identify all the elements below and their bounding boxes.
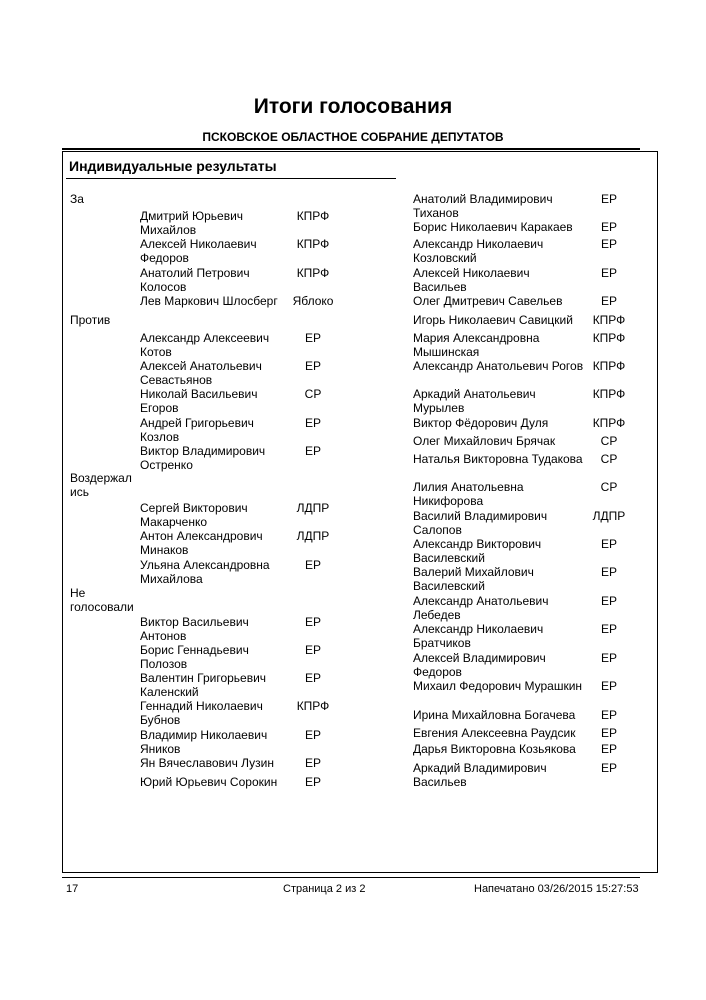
party-label: ЕР [304,643,321,657]
party-label: ЕР [304,416,321,430]
category-for: За [70,192,84,206]
party-label: ЕР [600,761,617,775]
party-label: ЕР [600,708,617,722]
deputy-name: Александр Николаевич Козловский [413,237,544,265]
party-label: СР [600,480,618,494]
footer-number: 17 [66,883,79,895]
party-label: ЕР [304,331,321,345]
party-label: СР [600,452,618,466]
deputy-name: Олег Дмитревич Савельев [413,294,563,308]
deputy-name: Евгения Алексеевна Раудсик [413,726,576,740]
party-label: КПРФ [296,237,330,251]
party-label: ЕР [600,726,617,740]
deputy-name: Михаил Федорович Мурашкин [413,679,583,693]
deputy-name: Алексей Николаевич Федоров [140,237,257,265]
party-label: Яблоко [292,294,334,308]
party-label: СР [304,387,322,401]
deputy-name: Аркадий Анатольевич Мурылев [413,387,536,415]
party-label: КПРФ [592,313,626,327]
deputy-name: Александр Анатольевич Рогов [413,359,584,373]
deputy-name: Виктор Васильевич Антонов [140,615,249,643]
party-label: ЕР [304,775,321,789]
party-label: ЕР [600,192,617,206]
deputy-name: Алексей Владимирович Федоров [413,651,546,679]
footer-divider [62,877,640,878]
party-label: ЕР [304,444,321,458]
deputy-name: Александр Николаевич Братчиков [413,622,544,650]
print-timestamp: Напечатано 03/26/2015 15:27:53 [474,883,639,895]
deputy-name: Сергей Викторович Макарченко [140,501,248,529]
party-label: ЕР [600,679,617,693]
party-label: СР [600,434,618,448]
category-against: Против [70,313,111,327]
deputy-name: Геннадий Николаевич Бубнов [140,699,263,727]
deputy-name: Дмитрий Юрьевич Михайлов [140,209,244,237]
deputy-name: Борис Николаевич Каракаев [413,220,573,234]
deputy-name: Лев Маркович Шлосберг [140,294,278,308]
party-label: КПРФ [296,266,330,280]
page-title: Итоги голосования [253,95,453,118]
deputy-name: Ульяна Александровна Михайлова [140,558,270,586]
deputy-name: Олег Михайлович Брячак [413,434,556,448]
party-label: ЕР [600,594,617,608]
section-title: Индивидуальные результаты [69,158,277,174]
party-label: ЕР [600,237,617,251]
party-label: ЛДПР [296,529,330,543]
deputy-name: Александр Викторович Василевский [413,537,542,565]
party-label: ЕР [600,266,617,280]
deputy-name: Игорь Николаевич Савицкий [413,313,573,327]
category-abstained: Воздержались [70,471,132,499]
deputy-name: Борис Геннадьевич Полозов [140,643,249,671]
deputy-name: Аркадий Владимирович Васильев [413,761,547,789]
party-label: ЕР [600,622,617,636]
deputy-name: Андрей Григорьевич Козлов [140,416,254,444]
party-label: ЕР [304,558,321,572]
category-not-voted: Не голосовали [70,586,134,614]
header-divider [62,148,640,150]
party-label: ЕР [304,615,321,629]
deputy-name: Василий Владимирович Салопов [413,509,548,537]
deputy-name: Алексей Анатольевич Севастьянов [140,359,262,387]
deputy-name: Ян Вячеславович Лузин [140,756,275,770]
party-label: КПРФ [592,359,626,373]
deputy-name: Алексей Николаевич Васильев [413,266,530,294]
deputy-name: Валентин Григорьевич Каленский [140,671,267,699]
party-label: ЕР [304,756,321,770]
deputy-name: Александр Алексеевич Котов [140,331,270,359]
party-label: ЕР [600,537,617,551]
party-label: КПРФ [592,387,626,401]
party-label: КПРФ [296,209,330,223]
party-label: КПРФ [592,331,626,345]
deputy-name: Юрий Юрьевич Сорокин [140,775,278,789]
deputy-name: Анатолий Владимирович Тиханов [413,192,553,220]
party-label: ЛДПР [296,501,330,515]
party-label: ЕР [600,565,617,579]
party-label: ЕР [600,742,617,756]
deputy-name: Лилия Анатольевна Никифорова [413,480,524,508]
deputy-name: Ирина Михайловна Богачева [413,708,576,722]
party-label: ЕР [600,220,617,234]
deputy-name: Наталья Викторовна Тудакова [413,452,583,466]
party-label: ЕР [600,294,617,308]
organization-name: ПСКОВСКОЕ ОБЛАСТНОЕ СОБРАНИЕ ДЕПУТАТОВ [202,130,504,144]
party-label: ЕР [304,671,321,685]
deputy-name: Мария Александровна Мышинская [413,331,540,359]
page-number: Страница 2 из 2 [283,883,366,895]
deputy-name: Виктор Владимирович Остренко [140,444,266,472]
section-divider [66,178,396,179]
deputy-name: Антон Александрович Минаков [140,529,263,557]
deputy-name: Александр Анатольевич Лебедев [413,594,549,622]
party-label: КПРФ [296,699,330,713]
deputy-name: Владимир Николаевич Яников [140,728,268,756]
party-label: КПРФ [592,416,626,430]
deputy-name: Дарья Викторовна Козьякова [413,742,576,756]
party-label: ЕР [304,359,321,373]
deputy-name: Николай Васильевич Егоров [140,387,258,415]
deputy-name: Валерий Михайлович Василевский [413,565,534,593]
party-label: ЕР [600,651,617,665]
party-label: ЕР [304,728,321,742]
party-label: ЛДПР [592,509,626,523]
deputy-name: Виктор Фёдорович Дуля [413,416,549,430]
deputy-name: Анатолий Петрович Колосов [140,266,250,294]
